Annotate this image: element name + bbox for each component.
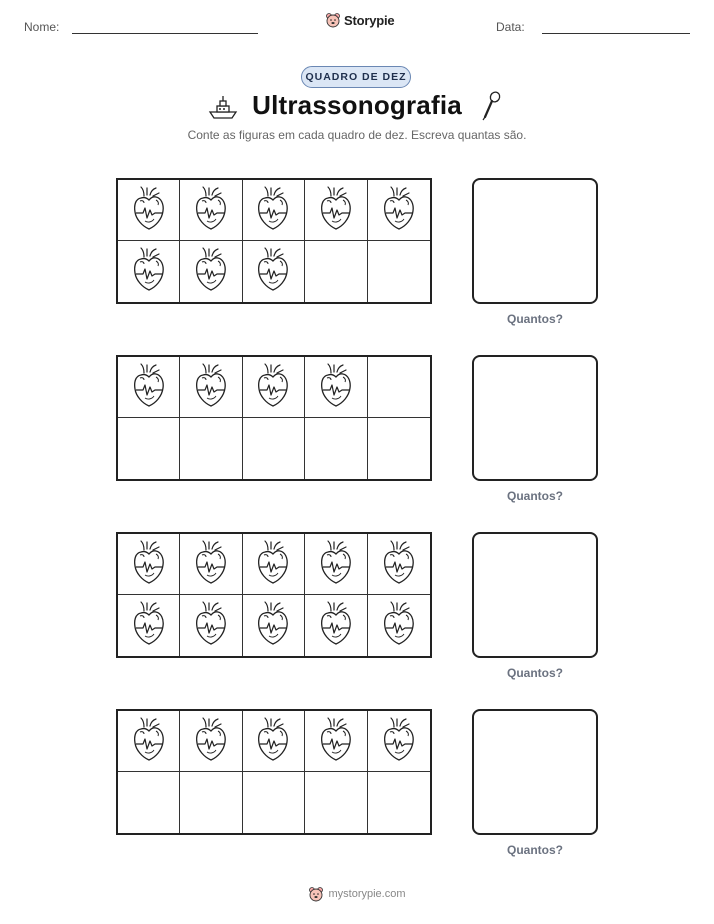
anatomical-heart-icon bbox=[194, 601, 228, 650]
answer-box[interactable] bbox=[472, 532, 598, 658]
anatomical-heart-icon bbox=[132, 717, 166, 766]
ten-frame-cell bbox=[243, 772, 305, 833]
anatomical-heart-icon bbox=[132, 601, 166, 650]
ten-frame-cell bbox=[305, 357, 367, 418]
ten-frame-cell bbox=[243, 595, 305, 656]
ten-frame-cell bbox=[243, 711, 305, 772]
ten-frame-cell bbox=[243, 241, 305, 302]
ten-frame-cell bbox=[243, 418, 305, 479]
ten-frame-cell bbox=[180, 357, 242, 418]
ten-frame-cell bbox=[368, 595, 430, 656]
anatomical-heart-icon bbox=[132, 363, 166, 412]
microphone-icon bbox=[478, 90, 504, 122]
ten-frame-cell bbox=[243, 357, 305, 418]
ten-frame-cell bbox=[118, 357, 180, 418]
ten-frame-cell bbox=[118, 180, 180, 241]
anatomical-heart-icon bbox=[256, 363, 290, 412]
anatomical-heart-icon bbox=[194, 363, 228, 412]
ten-frame-cell bbox=[180, 418, 242, 479]
anatomical-heart-icon bbox=[256, 717, 290, 766]
ship-icon bbox=[208, 94, 238, 120]
anatomical-heart-icon bbox=[256, 247, 290, 296]
ten-frame-cell bbox=[180, 711, 242, 772]
brand-logo bbox=[325, 12, 394, 28]
answer-box[interactable] bbox=[472, 709, 598, 835]
ten-frame bbox=[116, 709, 432, 835]
ten-frame-cell bbox=[243, 180, 305, 241]
ten-frame-cell bbox=[180, 180, 242, 241]
anatomical-heart-icon bbox=[319, 363, 353, 412]
ten-frame-cell bbox=[180, 241, 242, 302]
anatomical-heart-icon bbox=[194, 717, 228, 766]
bear-icon bbox=[325, 12, 341, 28]
page-title: Ultrassonografia bbox=[252, 90, 462, 120]
anatomical-heart-icon bbox=[256, 540, 290, 589]
bear-icon bbox=[308, 886, 324, 902]
instructions: Conte as figuras em cada quadro de dez. Escreva quantas são. bbox=[187, 128, 527, 142]
anatomical-heart-icon bbox=[132, 247, 166, 296]
anatomical-heart-icon bbox=[194, 186, 228, 235]
answer-box[interactable] bbox=[472, 178, 598, 304]
answer-box[interactable] bbox=[472, 355, 598, 481]
ten-frame-cell bbox=[118, 711, 180, 772]
ten-frame-cell bbox=[180, 595, 242, 656]
ten-frame bbox=[116, 355, 432, 481]
ten-frame-cell bbox=[118, 534, 180, 595]
question-label: Quantos? bbox=[507, 843, 563, 857]
anatomical-heart-icon bbox=[382, 601, 416, 650]
question-label: Quantos? bbox=[507, 666, 563, 680]
ten-frame-cell bbox=[118, 772, 180, 833]
ten-frame-cell bbox=[305, 595, 367, 656]
ten-frame-cell bbox=[118, 418, 180, 479]
anatomical-heart-icon bbox=[194, 540, 228, 589]
ten-frame-cell bbox=[368, 418, 430, 479]
anatomical-heart-icon bbox=[319, 540, 353, 589]
ten-frame-cell bbox=[305, 534, 367, 595]
ten-frame bbox=[116, 178, 432, 304]
ten-frame-cell bbox=[305, 711, 367, 772]
ten-frame-cell bbox=[305, 772, 367, 833]
ten-frame-cell bbox=[368, 180, 430, 241]
worksheet-type-badge: QUADRO DE DEZ bbox=[301, 66, 411, 88]
footer bbox=[0, 886, 714, 902]
ten-frame-cell bbox=[368, 241, 430, 302]
name-label: Nome: bbox=[24, 20, 60, 34]
ten-frame-cell bbox=[368, 772, 430, 833]
ten-frame-cell bbox=[368, 357, 430, 418]
ten-frame-cell bbox=[180, 534, 242, 595]
anatomical-heart-icon bbox=[382, 540, 416, 589]
ten-frame-cell bbox=[243, 534, 305, 595]
ten-frame-cell bbox=[118, 595, 180, 656]
anatomical-heart-icon bbox=[319, 601, 353, 650]
date-field[interactable] bbox=[542, 33, 690, 34]
anatomical-heart-icon bbox=[132, 540, 166, 589]
date-label: Data: bbox=[496, 20, 525, 34]
ten-frame-cell bbox=[368, 711, 430, 772]
ten-frame-cell bbox=[368, 534, 430, 595]
brand-name: Storypie bbox=[344, 12, 395, 28]
ten-frame-cell bbox=[305, 180, 367, 241]
anatomical-heart-icon bbox=[256, 186, 290, 235]
ten-frame-cell bbox=[180, 772, 242, 833]
question-label: Quantos? bbox=[507, 312, 563, 326]
anatomical-heart-icon bbox=[194, 247, 228, 296]
question-label: Quantos? bbox=[507, 489, 563, 503]
name-field[interactable] bbox=[72, 33, 258, 34]
anatomical-heart-icon bbox=[382, 186, 416, 235]
ten-frame-cell bbox=[305, 241, 367, 302]
ten-frame-cell bbox=[305, 418, 367, 479]
anatomical-heart-icon bbox=[319, 186, 353, 235]
anatomical-heart-icon bbox=[256, 601, 290, 650]
anatomical-heart-icon bbox=[382, 717, 416, 766]
ten-frame bbox=[116, 532, 432, 658]
footer-url[interactable]: mystorypie.com bbox=[328, 888, 406, 900]
anatomical-heart-icon bbox=[132, 186, 166, 235]
ten-frame-cell bbox=[118, 241, 180, 302]
anatomical-heart-icon bbox=[319, 717, 353, 766]
